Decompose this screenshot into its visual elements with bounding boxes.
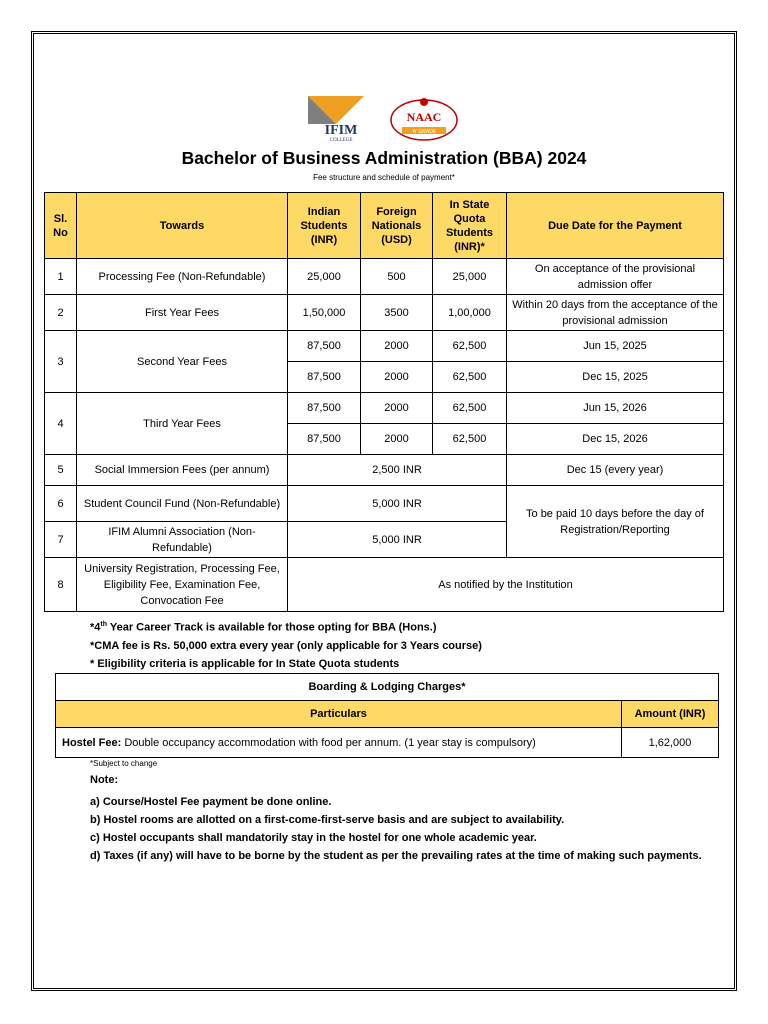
table-row: [45, 259, 724, 295]
header-due: Due Date for the Payment: [507, 193, 724, 259]
header-instate: In State Quota Students (INR)*: [433, 193, 507, 259]
note-cma-fee: *CMA fee is Rs. 50,000 extra every year (only applicable for 3 Years course): [90, 639, 482, 652]
row-indian: 87,500: [288, 393, 361, 424]
row-instate: 25,000: [433, 259, 507, 295]
naac-logo-text: NAAC: [406, 110, 442, 124]
boarding-table: [55, 673, 719, 758]
row-towards: IFIM Alumni Association (Non-Refundable): [77, 522, 288, 558]
hostel-fee-particulars: [56, 728, 622, 758]
row-indian: 25,000: [288, 259, 361, 295]
row-foreign: 2000: [361, 362, 433, 393]
header-towards: Towards: [77, 193, 288, 259]
hostel-fee-description: Double occupancy accommodation with food per annum. (1 year stay is compulsory): [121, 736, 536, 749]
subject-to-change: *Subject to change: [90, 759, 158, 768]
row-indian: 1,50,000: [288, 295, 361, 331]
row-sl: 1: [45, 259, 77, 295]
row-towards: Second Year Fees: [77, 331, 288, 393]
row-indian: 87,500: [288, 362, 361, 393]
row-indian: 87,500: [288, 331, 361, 362]
row-sl: 5: [45, 455, 77, 486]
row-instate: 1,00,000: [433, 295, 507, 331]
fee-table: [44, 192, 724, 612]
row-due: Within 20 days from the acceptance of the provisional admission: [507, 295, 724, 331]
row-foreign: 3500: [361, 295, 433, 331]
ifim-logo-text: IFIM: [324, 123, 358, 138]
header-sl: Sl. No: [45, 193, 77, 259]
table-row: [45, 331, 724, 362]
row-foreign: 500: [361, 259, 433, 295]
row-due: Dec 15, 2025: [507, 362, 724, 393]
row-foreign: 2000: [361, 424, 433, 455]
row-due: Jun 15, 2026: [507, 393, 724, 424]
note-item-d: d) Taxes (if any) will have to be borne by the student as per the prevailing rates at the time of making such payments.: [90, 850, 702, 862]
notes-list: [90, 793, 720, 865]
row-instate: 62,500: [433, 393, 507, 424]
row-sl: 4: [45, 393, 77, 455]
table-row: [45, 295, 724, 331]
row-towards: Student Council Fund (Non-Refundable): [77, 486, 288, 522]
note-career-track: *4th Year Career Track is available for those opting for BBA (Hons.): [90, 621, 437, 634]
row-towards: Social Immersion Fees (per annum): [77, 455, 288, 486]
table-row: [45, 486, 724, 522]
boarding-col-particulars: Particulars: [56, 701, 622, 728]
note-eligibility: * Eligibility criteria is applicable for In State Quota students: [90, 657, 400, 670]
row-amount: 5,000 INR: [288, 486, 507, 522]
row-due: Jun 15, 2025: [507, 331, 724, 362]
row-amount: As notified by the Institution: [288, 558, 724, 612]
row-due: Dec 15 (every year): [507, 455, 724, 486]
ifim-logo: [306, 94, 376, 142]
row-instate: 62,500: [433, 424, 507, 455]
row-instate: 62,500: [433, 331, 507, 362]
row-foreign: 2000: [361, 331, 433, 362]
hostel-fee-amount: 1,62,000: [622, 728, 719, 758]
table-row: [56, 728, 719, 758]
row-towards: University Registration, Processing Fee, Eligibility Fee, Examination Fee, Convocation Fee: [77, 558, 288, 612]
fee-table-header: [45, 193, 724, 259]
row-indian: 87,500: [288, 424, 361, 455]
ifim-logo-subtext: COLLEGE: [329, 138, 353, 142]
boarding-title: Boarding & Lodging Charges*: [56, 674, 719, 701]
table-row: [45, 455, 724, 486]
row-due: To be paid 10 days before the day of Registration/Reporting: [507, 486, 724, 558]
row-instate: 62,500: [433, 362, 507, 393]
table-row: [45, 393, 724, 424]
naac-grade-text: 'A' GRADE: [411, 129, 437, 135]
row-amount: 2,500 INR: [288, 455, 507, 486]
row-towards: First Year Fees: [77, 295, 288, 331]
row-towards: Third Year Fees: [77, 393, 288, 455]
note-item-a: a) Course/Hostel Fee payment be done online.: [90, 796, 332, 808]
row-foreign: 2000: [361, 393, 433, 424]
note-item-b: b) Hostel rooms are allotted on a first-come-first-serve basis and are subject to availability.: [90, 814, 565, 826]
row-sl: 3: [45, 331, 77, 393]
boarding-col-amount: Amount (INR): [622, 701, 719, 728]
row-sl: 8: [45, 558, 77, 612]
note-item-c: c) Hostel occupants shall mandatorily stay in the hostel for one whole academic year.: [90, 832, 537, 844]
hostel-fee-label: Hostel Fee:: [62, 736, 122, 749]
header-indian: Indian Students (INR): [288, 193, 361, 259]
row-sl: 7: [45, 522, 77, 558]
row-towards: Processing Fee (Non-Refundable): [77, 259, 288, 295]
row-amount: 5,000 INR: [288, 522, 507, 558]
header-foreign: Foreign Nationals (USD): [361, 193, 433, 259]
note-title: Note:: [90, 774, 119, 786]
logo-area: [306, 94, 466, 144]
star-notes: [90, 616, 482, 673]
naac-logo: [388, 94, 460, 142]
row-due: Dec 15, 2026: [507, 424, 724, 455]
page-title: Bachelor of Business Administration (BBA) 2024: [181, 148, 587, 168]
table-row: [45, 558, 724, 612]
page-subtitle: Fee structure and schedule of payment*: [313, 173, 455, 182]
row-sl: 6: [45, 486, 77, 522]
row-sl: 2: [45, 295, 77, 331]
row-due: On acceptance of the provisional admission offer: [507, 259, 724, 295]
